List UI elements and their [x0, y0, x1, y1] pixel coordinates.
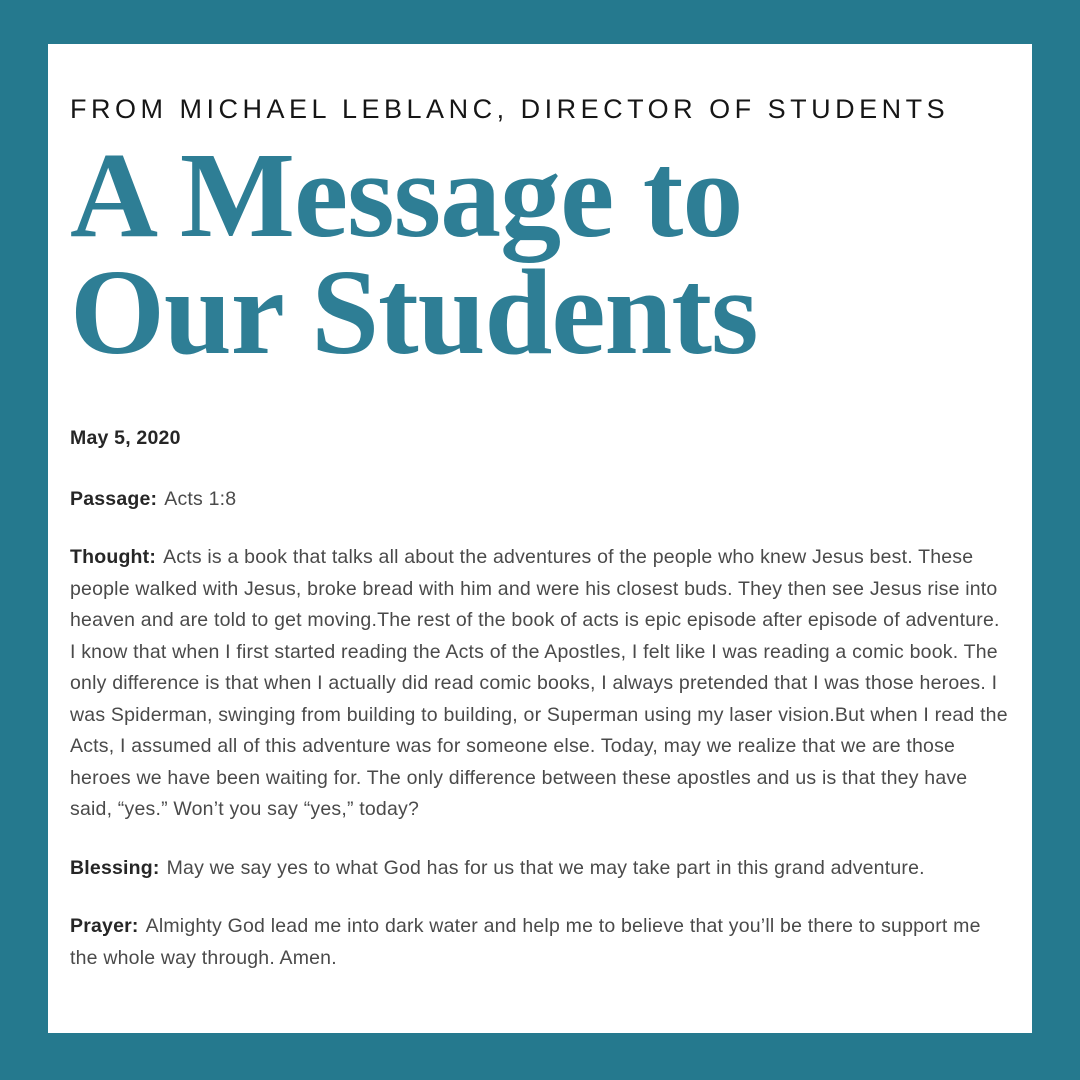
prayer-text: Almighty God lead me into dark water and help me to believe that you’ll be there to support me the whole way through. Amen.: [70, 915, 981, 969]
passage-label: Passage:: [70, 487, 158, 510]
blessing-text: May we say yes to what God has for us that we may take part in this grand adventure.: [166, 856, 925, 879]
blessing-label: Blessing:: [70, 856, 160, 879]
passage-text: Acts 1:8: [164, 487, 237, 510]
blessing-section: [70, 853, 1010, 885]
title-line-1: A Message to: [70, 128, 743, 263]
thought-label: Thought:: [70, 546, 157, 568]
prayer-label: Prayer:: [70, 915, 139, 937]
thought-section: [70, 542, 1010, 826]
message-card: [48, 44, 1032, 1033]
date-line: May 5, 2020: [70, 427, 181, 449]
page-title: [70, 128, 1010, 380]
kicker: FROM MICHAEL LEBLANC, DIRECTOR OF STUDENTS: [70, 94, 950, 124]
thought-text: Acts is a book that talks all about the adventures of the people who knew Jesus best. These people walked with Jesus, broke bread with him and were his closest buds. They then see Jesus rise into heaven and are told to get moving.The rest of the book of acts is epic episode after episode of adventure. I know that when I first started reading the Acts of the Apostles, I felt like I was reading a comic book. The only difference is that when I actually did read comic books, I always pretended that I was those heroes. I was Spiderman, swinging from building to building, or Superman using my laser vision.But when I read the Acts, I assumed all of this adventure was for someone else. Today, may we realize that we are those heroes we have been waiting for. The only difference between these apostles and us is that they have said, “yes.” Won’t you say “yes,” today?: [70, 546, 1008, 820]
passage-section: [70, 484, 1010, 516]
prayer-section: [70, 911, 1010, 974]
title-line-2: Our Students: [70, 245, 758, 380]
